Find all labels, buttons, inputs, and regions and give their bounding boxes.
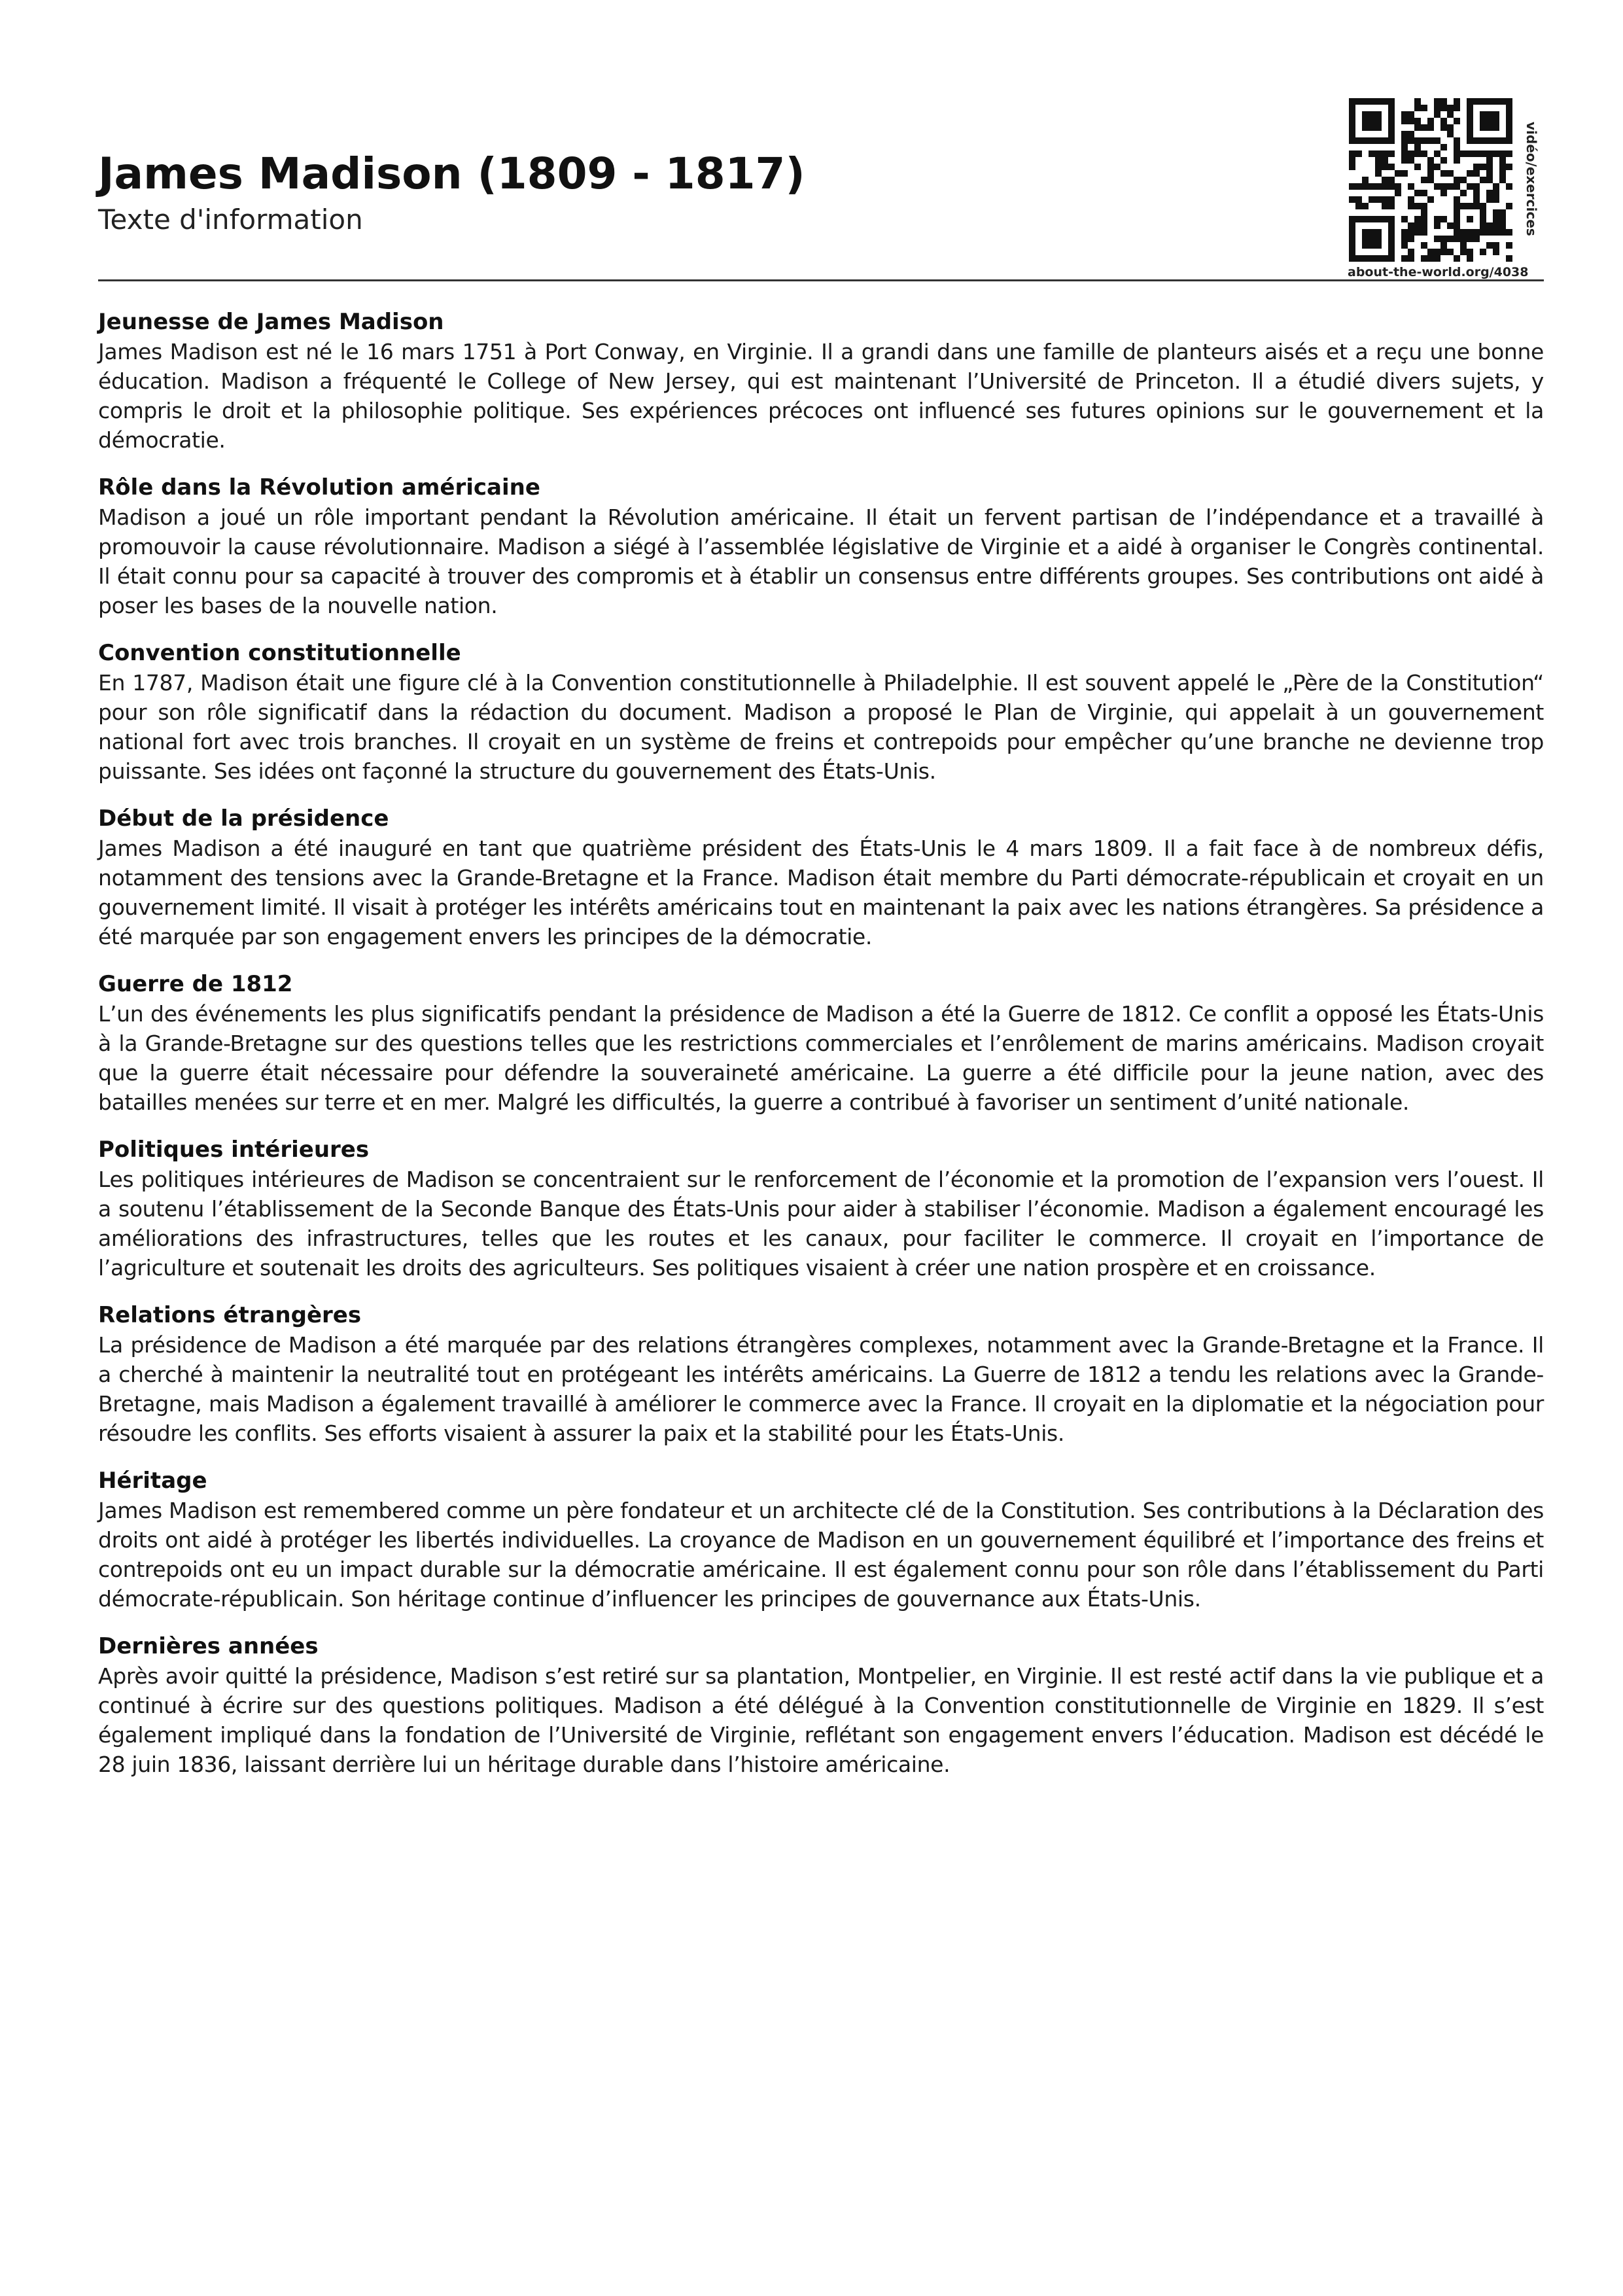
section-guerre-1812 (98, 970, 1544, 1117)
page-title: James Madison (1809 - 1817) (98, 149, 805, 199)
section-jeunesse (98, 308, 1544, 455)
section-text: James Madison est né le 16 mars 1751 à Port Conway, en Virginie. Il a grandi dans une famille de planteurs aisés et a reçu une bonne éducation. Madison a fréquenté le College of New Jersey, qui est maintenant l’Université de Princeton. Il a étudié divers sujets, y compris le droit et la philosophie politique. Ses expériences précoces ont influencé ses futures opinions sur le gouvernement et la démocratie. (98, 339, 1544, 453)
section-relations-etrangeres (98, 1301, 1544, 1448)
section-text: Madison a joué un rôle important pendant la Révolution américaine. Il était un fervent partisan de l’indépendance et a travaillé à promouvoir la cause révolutionnaire. Madison a siégé à l’assemblée législative de Virginie et a aidé à organiser le Congrès continental. Il était connu pour sa capacité à trouver des compromis et à établir un consensus entre différents groupes. Ses contributions ont aidé à poser les bases de la nouvelle nation. (98, 504, 1544, 618)
section-politiques-interieures (98, 1135, 1544, 1282)
qr-side-label: vidéo/exercices (1524, 122, 1539, 236)
header-divider (98, 279, 1544, 281)
page-subtitle: Texte d'information (98, 203, 363, 236)
section-dernieres-annees (98, 1632, 1544, 1779)
section-heritage (98, 1466, 1544, 1614)
document-body (98, 308, 1544, 1797)
section-heading: Politiques intérieures (98, 1137, 370, 1163)
section-text: James Madison est remembered comme un père fondateur et un architecte clé de la Constitution. Ses contributions à la Déclaration des droits ont aidé à protéger les libertés individuelles. La croyance de Madison en un gouvernement équilibré et l’importance des freins et contrepoids ont eu un impact durable sur la démocratie américaine. Il est également connu pour son rôle dans l’établissement du Parti démocrate-républicain. Son héritage continue d’influencer les principes de gouvernance aux États-Unis. (98, 1498, 1544, 1612)
section-text: L’un des événements les plus significatifs pendant la présidence de Madison a été la Guerre de 1812. Ce conflit a opposé les États-Unis à la Grande-Bretagne sur des questions telles que les restrictions commerciales et l’enrôlement de marins américains. Madison croyait que la guerre était nécessaire pour défendre la souveraineté américaine. La guerre a été difficile pour la jeune nation, avec des batailles menées sur terre et en mer. Malgré les difficultés, la guerre a contribué à favoriser un sentiment d’unité nationale. (98, 1001, 1544, 1115)
section-heading: Guerre de 1812 (98, 971, 293, 997)
section-text: James Madison a été inauguré en tant que quatrième président des États-Unis le 4 mars 1809. Il a fait face à de nombreux défis, notamment des tensions avec la Grande-Bretagne et la France. Madison était membre du Parti démocrate-républicain et croyait en un gouvernement limité. Il visait à protéger les intérêts américains tout en maintenant la paix avec les nations étrangères. Sa présidence a été marquée par son engagement envers les principes de la démocratie. (98, 836, 1544, 949)
section-heading: Relations étrangères (98, 1302, 362, 1328)
section-heading: Rôle dans la Révolution américaine (98, 474, 540, 501)
section-revolution (98, 473, 1544, 620)
section-heading: Héritage (98, 1468, 207, 1494)
section-text: Les politiques intérieures de Madison se concentraient sur le renforcement de l’économie et la promotion de l’expansion vers l’ouest. Il a soutenu l’établissement de la Seconde Banque des États-Unis pour aider à stabiliser l’économie. Madison a également encouragé les améliorations des infrastructures, telles que les routes et les canaux, pour faciliter le commerce. Il croyait en l’importance de l’agriculture et soutenait les droits des agriculteurs. Ses politiques visaient à créer une nation prospère et en croissance. (98, 1167, 1544, 1280)
section-heading: Jeunesse de James Madison (98, 309, 444, 335)
section-debut-presidence (98, 804, 1544, 951)
section-heading: Convention constitutionnelle (98, 640, 461, 666)
qr-code-icon[interactable] (1349, 98, 1512, 262)
section-text: La présidence de Madison a été marquée par des relations étrangères complexes, notamment avec la Grande-Bretagne et la France. Il a cherché à maintenir la neutralité tout en protégeant les intérêts américains. La Guerre de 1812 a tendu les relations avec la Grande-Bretagne, mais Madison a également travaillé à améliorer le commerce avec la France. Il croyait en la diplomatie et la négociation pour résoudre les conflits. Ses efforts visaient à assurer la paix et la stabilité pour les États-Unis. (98, 1332, 1544, 1446)
section-heading: Début de la présidence (98, 805, 389, 832)
section-text: En 1787, Madison était une figure clé à la Convention constitutionnelle à Philadelphie. Il est souvent appelé le „Père de la Constitution“ pour son rôle significatif dans la rédaction du document. Madison a proposé le Plan de Virginie, qui appelait à un gouvernement national fort avec trois branches. Il croyait en un système de freins et contrepoids pour empêcher qu’une branche ne devienne trop puissante. Ses idées ont façonné la structure du gouvernement des États-Unis. (98, 670, 1544, 784)
section-text: Après avoir quitté la présidence, Madison s’est retiré sur sa plantation, Montpelier, en Virginie. Il est resté actif dans la vie publique et a continué à écrire sur des questions politiques. Madison a été délégué à la Convention constitutionnelle de Virginie en 1829. Il s’est également impliqué dans la fondation de l’Université de Virginie, reflétant son engagement envers l’éducation. Madison est décédé le 28 juin 1836, laissant derrière lui un héritage durable dans l’histoire américaine. (98, 1663, 1544, 1777)
section-convention (98, 639, 1544, 786)
qr-url-link[interactable]: about-the-world.org/4038 (1348, 265, 1529, 279)
page-header (98, 92, 1544, 281)
section-heading: Dernières années (98, 1633, 319, 1659)
